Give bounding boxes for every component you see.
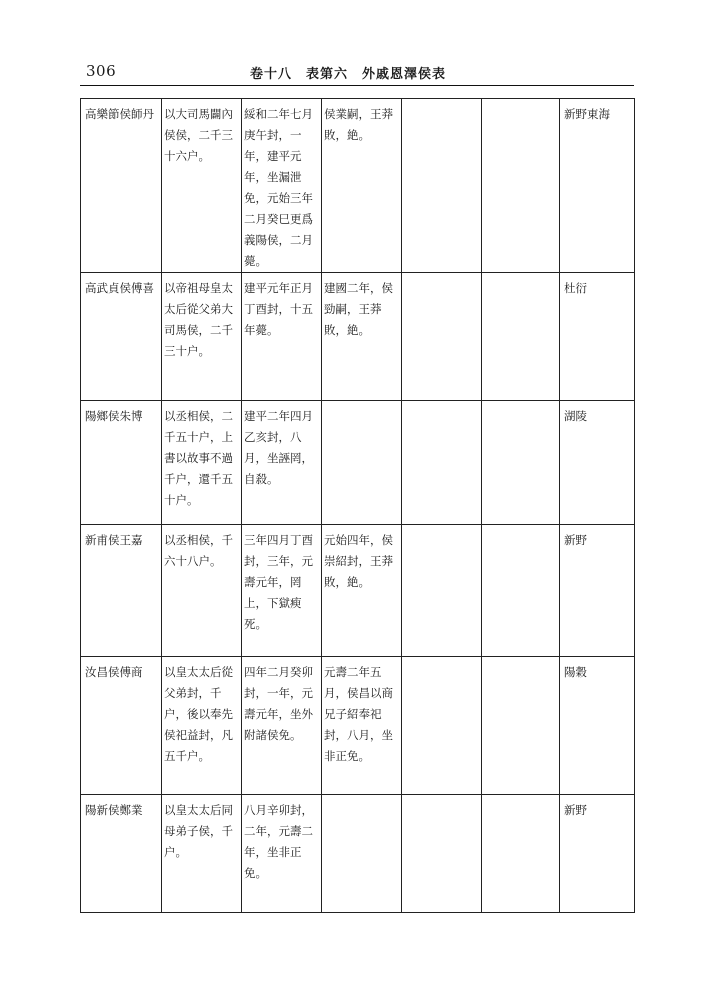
- later-generation-2: [482, 657, 559, 662]
- table-cell: [402, 99, 482, 273]
- table-cell: [560, 99, 635, 273]
- table-cell: [560, 401, 635, 525]
- marquis-name: 陽鄉侯朱博: [85, 409, 143, 423]
- enfeoffment-reason: 以大司馬闢內侯侯，二千三十六户。: [164, 107, 233, 163]
- table-cell: [81, 99, 162, 273]
- later-generation: [402, 273, 481, 278]
- fief-location: 杜衍: [564, 281, 587, 295]
- table-cell: [402, 657, 482, 795]
- page-header: [80, 62, 634, 82]
- table-cell: [482, 401, 560, 525]
- later-generation: [402, 401, 481, 406]
- table-cell: [402, 795, 482, 913]
- enfeoffment-date: 八月辛卯封，二年，元壽二年，坐非正免。: [244, 803, 313, 880]
- enfeoffment-reason: 以帝祖母皇太太后從父弟大司馬侯，二千三十户。: [164, 281, 233, 358]
- table-cell: [482, 273, 560, 401]
- table-cell: [482, 525, 560, 657]
- marquis-table: [80, 98, 635, 913]
- header-rule: [80, 85, 634, 86]
- enfeoffment-date: 三年四月丁酉封，三年，元壽元年，罔上，下獄瘐死。: [244, 533, 313, 631]
- marquis-name: 陽新侯鄭業: [85, 803, 143, 817]
- heir-record: [322, 401, 401, 406]
- marquis-name: 汝昌侯傅商: [85, 665, 143, 679]
- later-generation-2: [482, 273, 559, 278]
- table-cell: [402, 525, 482, 657]
- marquis-name: 新甫侯王嘉: [85, 533, 143, 547]
- table-cell: [81, 657, 162, 795]
- table-cell: [162, 273, 242, 401]
- table-cell: [81, 795, 162, 913]
- table-cell: [242, 657, 322, 795]
- table-cell: [322, 525, 402, 657]
- fief-location: 湖陵: [564, 409, 587, 423]
- heir-record: 元壽二年五月，侯昌以商兄子紹奉祀封，八月，坐非正免。: [324, 665, 393, 763]
- table-cell: [482, 795, 560, 913]
- table-row: [81, 525, 635, 657]
- table-cell: [81, 273, 162, 401]
- table-cell: [162, 657, 242, 795]
- table-row: [81, 795, 635, 913]
- table-cell: [402, 273, 482, 401]
- later-generation-2: [482, 401, 559, 406]
- heir-record: [322, 795, 401, 800]
- later-generation-2: [482, 795, 559, 800]
- marquis-name: 高樂節侯師丹: [85, 107, 154, 121]
- running-title: 卷十八 表第六 外戚恩澤侯表: [250, 67, 447, 82]
- fief-location: 新野: [564, 803, 587, 817]
- table-cell: [81, 401, 162, 525]
- later-generation-2: [482, 99, 559, 104]
- table-row: [81, 273, 635, 401]
- fief-location: 新野東海: [564, 107, 610, 121]
- table-cell: [560, 525, 635, 657]
- table-cell: [242, 795, 322, 913]
- enfeoffment-date: 綏和二年七月庚午封，一年，建平元年，坐漏泄免，元始三年二月癸巳更爲義陽侯，二月薨。: [244, 107, 313, 268]
- table-cell: [560, 795, 635, 913]
- marquis-name: 高武貞侯傅喜: [85, 281, 154, 295]
- table-cell: [482, 657, 560, 795]
- table-cell: [162, 525, 242, 657]
- table-cell: [162, 401, 242, 525]
- later-generation: [402, 99, 481, 104]
- table-cell: [322, 795, 402, 913]
- table-cell: [560, 273, 635, 401]
- table-cell: [242, 99, 322, 273]
- later-generation-2: [482, 525, 559, 530]
- table-cell: [242, 401, 322, 525]
- enfeoffment-date: 四年二月癸卯封，一年，元壽元年，坐外附諸侯免。: [244, 665, 313, 742]
- table-row: [81, 99, 635, 273]
- later-generation: [402, 525, 481, 530]
- table-row: [81, 401, 635, 525]
- heir-record: 元始四年，侯崇紹封，王莽敗，絶。: [324, 533, 393, 589]
- later-generation: [402, 657, 481, 662]
- table-row: [81, 657, 635, 795]
- table-cell: [242, 525, 322, 657]
- enfeoffment-reason: 以皇太太后同母弟子侯，千户。: [164, 803, 233, 859]
- table-cell: [482, 99, 560, 273]
- enfeoffment-reason: 以丞相侯，二千五十户，上書以故事不過千户，還千五十户。: [164, 409, 233, 507]
- table-cell: [322, 99, 402, 273]
- fief-location: 陽穀: [564, 665, 587, 679]
- enfeoffment-reason: 以皇太太后從父弟封，千户，後以奉先侯祀益封，凡五千户。: [164, 665, 233, 763]
- table-cell: [162, 795, 242, 913]
- table-cell: [322, 657, 402, 795]
- heir-record: 建國二年，侯勁嗣，王莽敗，絶。: [324, 281, 393, 337]
- table-cell: [242, 273, 322, 401]
- enfeoffment-date: 建平元年正月丁酉封，十五年薨。: [244, 281, 313, 337]
- table-cell: [402, 401, 482, 525]
- table-cell: [560, 657, 635, 795]
- table-cell: [322, 273, 402, 401]
- later-generation: [402, 795, 481, 800]
- table-cell: [322, 401, 402, 525]
- fief-location: 新野: [564, 533, 587, 547]
- enfeoffment-date: 建平二年四月乙亥封，八月，坐誣罔，自殺。: [244, 409, 313, 486]
- table-cell: [81, 525, 162, 657]
- page-number: 306: [86, 62, 117, 80]
- heir-record: 侯業嗣，王莽敗，絶。: [324, 107, 393, 142]
- enfeoffment-reason: 以丞相侯，千六十八户。: [164, 533, 233, 568]
- table-cell: [162, 99, 242, 273]
